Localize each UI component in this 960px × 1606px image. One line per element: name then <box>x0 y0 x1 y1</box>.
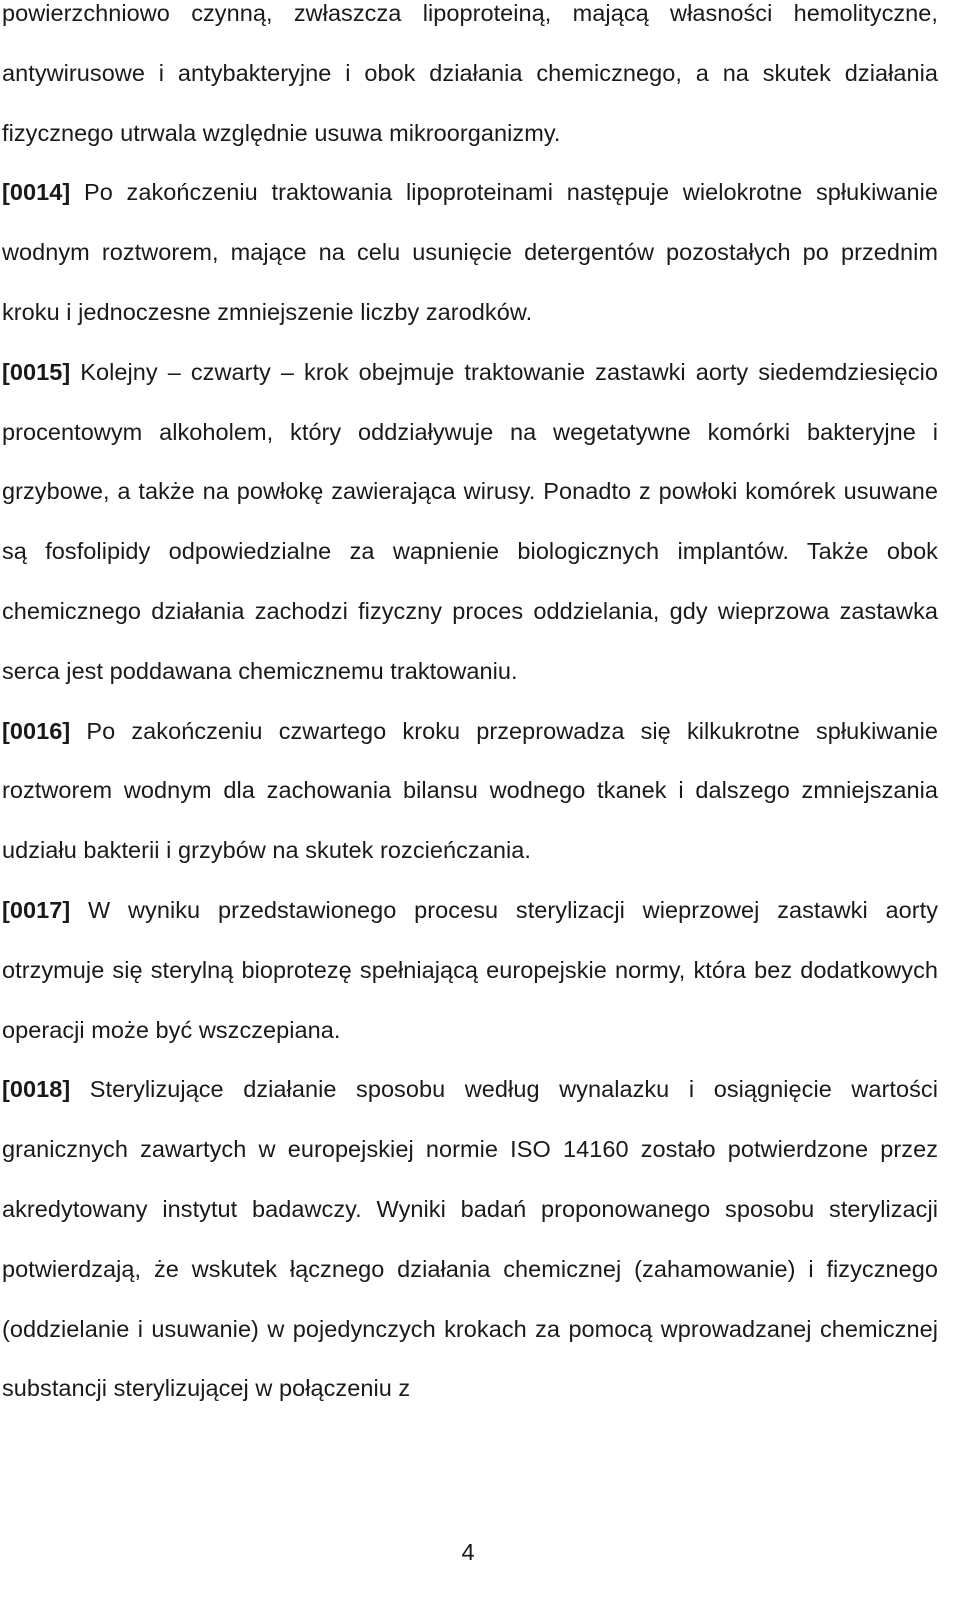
paragraph-text: powierzchniowo czynną, zwłaszcza lipoproteiną, mającą własności hemolityczne, antywirusowe i antybakteryjne i obok działania chemicznego, a na skutek działania fizycznego utrwala względnie usuwa mikroorganizmy. <box>2 0 938 146</box>
paragraph-continuation <box>2 0 938 163</box>
document-body <box>2 0 938 1419</box>
paragraph-0015 <box>2 343 938 702</box>
paragraph-text: Kolejny – czwarty – krok obejmuje traktowanie zastawki aorty siedemdziesięcio procentowym alkoholem, który oddziaływuje na wegetatywne komórki bakteryjne i grzybowe, a także na powłokę zawierająca wirusy. Ponadto z powłoki komórek usuwane są fosfolipidy odpowiedzialne za wapnienie biologicznych implantów. Także obok chemicznego działania zachodzi fizyczny proces oddzielania, gdy wieprzowa zastawka serca jest poddawana chemicznemu traktowaniu. <box>2 358 938 684</box>
paragraph-number: [0018] <box>2 1076 71 1103</box>
paragraph-number: [0016] <box>2 717 71 744</box>
paragraph-number: [0015] <box>2 358 71 385</box>
paragraph-0018 <box>2 1060 938 1419</box>
paragraph-0014 <box>2 163 938 342</box>
paragraph-text: Sterylizujące działanie sposobu według wynalazku i osiągnięcie wartości granicznych zawartych w europejskiej normie ISO 14160 zostało potwierdzone przez akredytowany instytut badawczy. Wyniki badań proponowanego sposobu sterylizacji potwierdzają, że wskutek łącznego działania chemicznej (zahamowanie) i fizycznego (oddzielanie i usuwanie) w pojedynczych krokach za pomocą wprowadzanej chemicznej substancji sterylizującej w połączeniu z <box>2 1076 938 1402</box>
paragraph-number: [0017] <box>2 896 71 923</box>
paragraph-text: Po zakończeniu traktowania lipoproteinami następuje wielokrotne spłukiwanie wodnym roztworem, mające na celu usunięcie detergentów pozostałych po przednim kroku i jednoczesne zmniejszenie liczby zarodków. <box>2 179 938 325</box>
paragraph-text: W wyniku przedstawionego procesu sterylizacji wieprzowej zastawki aorty otrzymuje się sterylną bioprotezę spełniającą europejskie normy, która bez dodatkowych operacji może być wszczepiana. <box>2 896 938 1043</box>
paragraph-number: [0014] <box>2 179 71 206</box>
paragraph-text: Po zakończeniu czwartego kroku przeprowadza się kilkukrotne spłukiwanie roztworem wodnym dla zachowania bilansu wodnego tkanek i dalszego zmniejszania udziału bakterii i grzybów na skutek rozcieńczania. <box>2 717 938 864</box>
page-number: 4 <box>461 1539 475 1565</box>
paragraph-0016 <box>2 702 938 881</box>
paragraph-0017 <box>2 881 938 1060</box>
